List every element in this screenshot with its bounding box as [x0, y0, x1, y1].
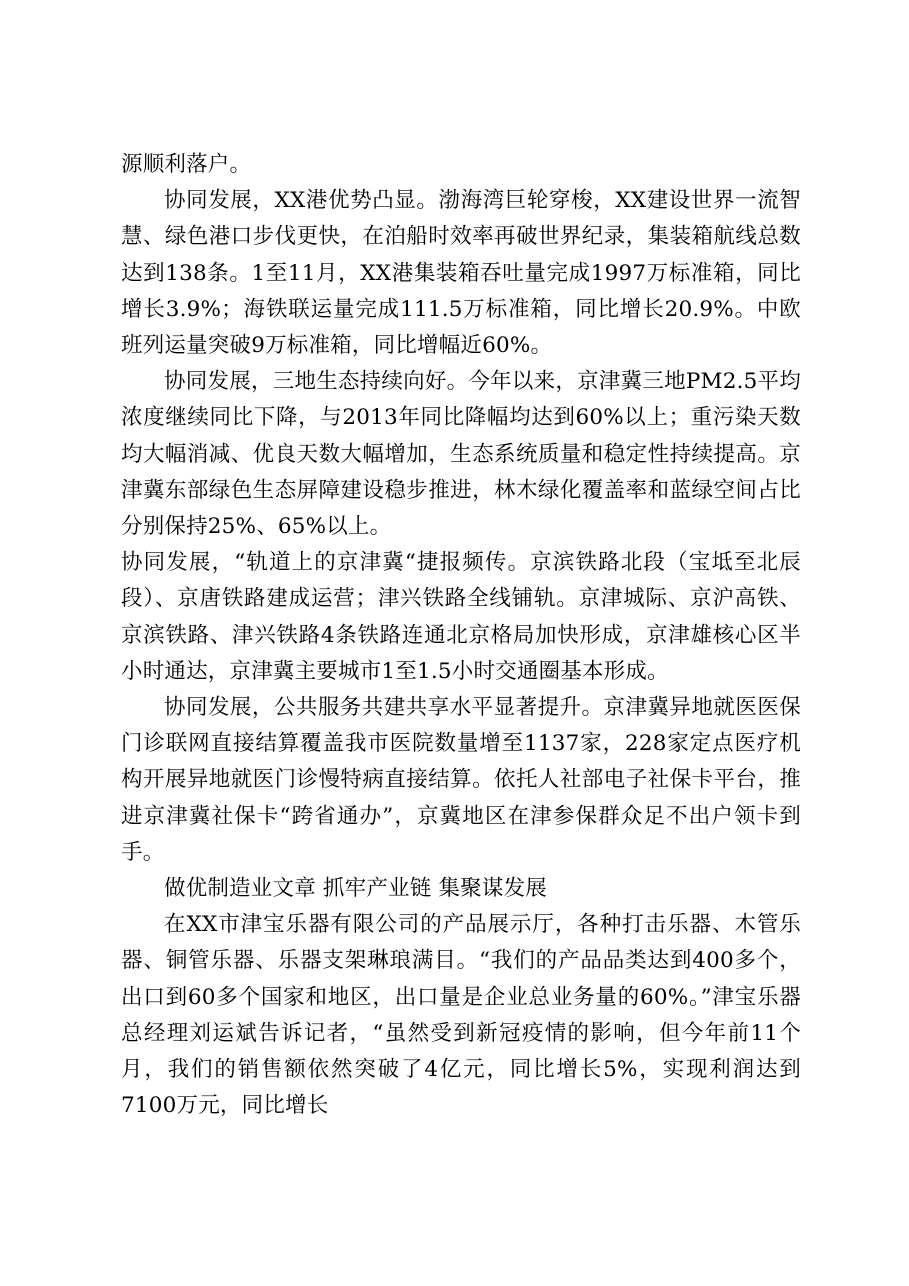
paragraph-ecology: 协同发展，三地生态持续向好。今年以来，京津冀三地PM2.5平均浓度继续同比下降，与2013年同比降幅均达到60%以上；重污染天数均大幅消减、优良天数大幅增加，生态系统质量和稳定性持续提高。京津冀东部绿色生态屏障建设稳步推进，林木绿化覆盖率和蓝绿空间占比分别保持25%、65%以上。 [121, 369, 801, 540]
body-text [121, 147, 801, 1124]
paragraph-public-service: 协同发展，公共服务共建共享水平显著提升。京津冀异地就医医保门诊联网直接结算覆盖我市医院数量增至1137家，228家定点医疗机构开展异地就医门诊慢特病直接结算。依托人社部电子社保卡平台，推进京津冀社保卡“跨省通办”，京冀地区在津参保群众足不出户领卡到手。 [121, 695, 801, 865]
paragraph-jinbao: 在XX市津宝乐器有限公司的产品展示厅，各种打击乐器、木管乐器、铜管乐器、乐器支架琳琅满目。“我们的产品品类达到400多个，出口到60多个国家和地区，出口量是企业总业务量的60%。”津宝乐器总经理刘运斌告诉记者，“虽然受到新冠疫情的影响，但今年前11个月，我们的销售额依然突破了4亿元，同比增长5%，实现利润达到7100万元，同比增长 [121, 912, 801, 1119]
paragraph-port: 协同发展，XX港优势凸显。渤海湾巨轮穿梭，XX建设世界一流智慧、绿色港口步伐更快，在泊船时效率再破世界纪录，集装箱航线总数达到138条。1至11月，XX港集装箱吞吐量完成1997万标准箱，同比增长3.9%；海铁联运量完成111.5万标准箱，同比增长20.9%。中欧班列运量突破9万标准箱，同比增幅近60%。 [121, 188, 801, 359]
paragraph-railway: 协同发展，“轨道上的京津冀“捷报频传。京滨铁路北段（宝坻至北辰段）、京唐铁路建成运营；津兴铁路全线铺轨。京津城际、京沪高铁、京滨铁路、津兴铁路4条铁路连通北京格局加快形成，京津雄核心区半小时通达，京津冀主要城市1至1.5小时交通圈基本形成。 [121, 550, 801, 684]
paragraph-continuation: 源顺利落户。 [121, 152, 252, 177]
section-heading: 做优制造业文章 抓牢产业链 集聚谋发展 [164, 876, 547, 902]
